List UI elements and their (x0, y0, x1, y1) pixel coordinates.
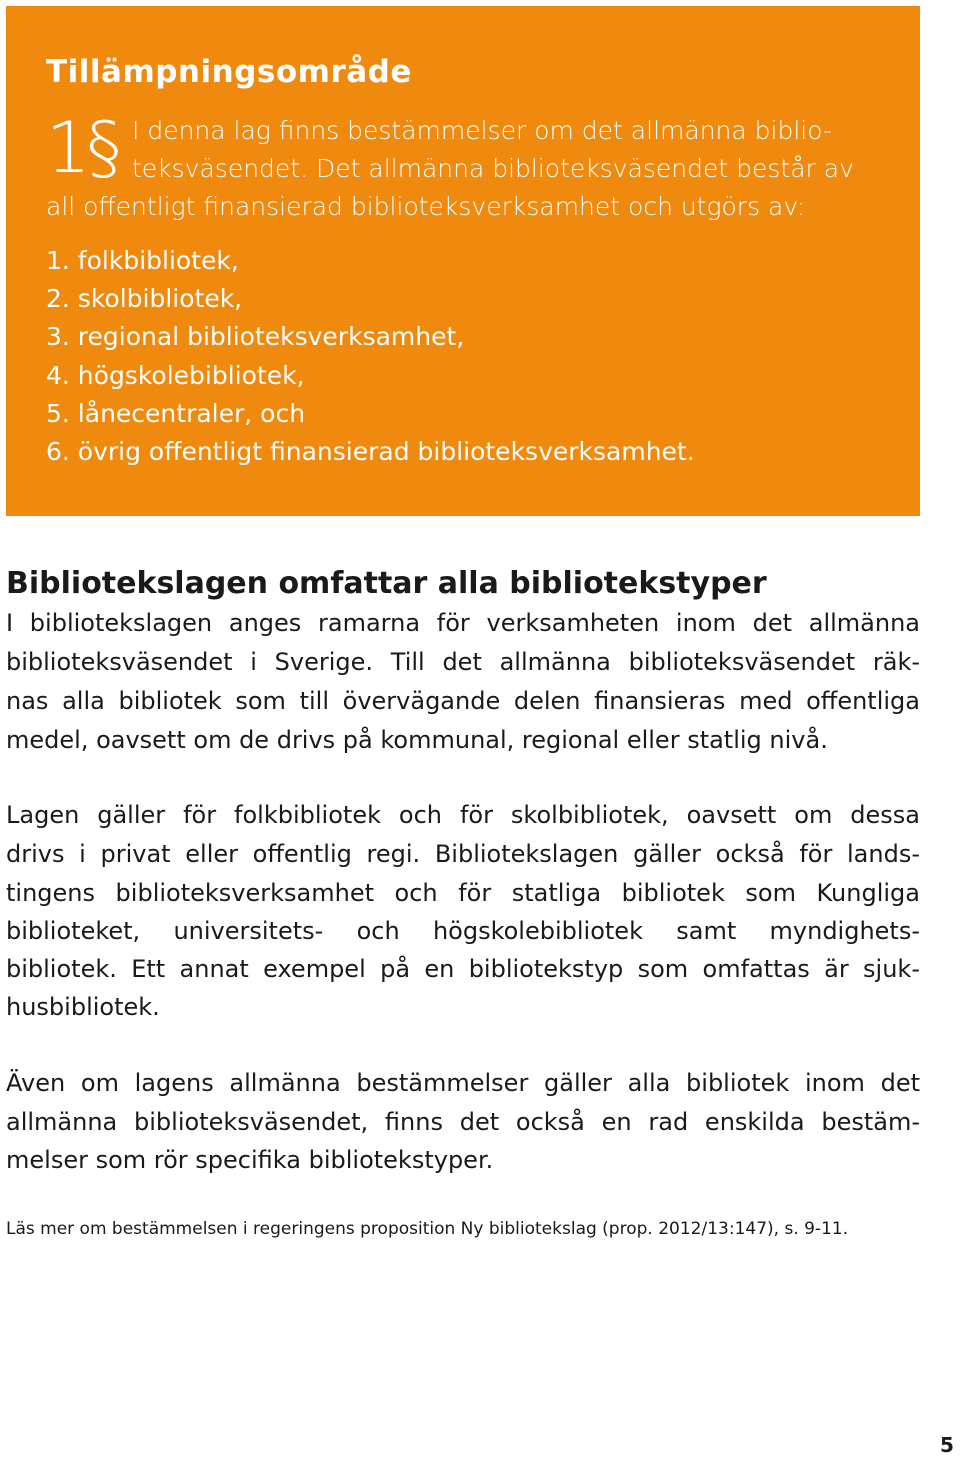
text-line: tingens biblioteksverksamhet och för statliga bibliotek som Kungliga (6, 879, 920, 907)
list-item: 4. högskolebibliotek, (46, 360, 305, 390)
list-item: 5. lånecentraler, och (46, 398, 306, 428)
box-title: Tillämpningsområde (46, 54, 412, 90)
text-line: husbibliotek. (6, 993, 160, 1021)
text-line: allmänna biblioteksväsendet, finns det också en rad enskilda bestäm- (6, 1108, 920, 1136)
text-line: bibliotek. Ett annat exempel på en bibliotekstyp som omfattas är sjuk- (6, 955, 920, 983)
text-line: nas alla bibliotek som till övervägande delen finansieras med offentliga (6, 687, 920, 715)
text-line: Lagen gäller för folkbibliotek och för skolbibliotek, oavsett om dessa (6, 801, 920, 829)
text-line: medel, oavsett om de drivs på kommunal, regional eller statlig nivå. (6, 726, 828, 754)
text-line: biblioteket, universitets- och högskolebibliotek samt myndighets- (6, 917, 920, 945)
intro-line: teksväsendet. Det allmänna biblioteksväsendet består av (132, 154, 854, 183)
section-heading: Bibliotekslagen omfattar alla bibliotekstyper (6, 566, 767, 601)
paragraph-number: 1§ (46, 107, 118, 189)
list-item: 3. regional biblioteksverksamhet, (46, 322, 465, 352)
list-item: 1. folkbibliotek, (46, 246, 239, 275)
text-line: drivs i privat eller offentlig regi. Bibliotekslagen gäller också för lands- (6, 840, 920, 868)
text-line: I bibliotekslagen anges ramarna för verksamheten inom det allmänna (6, 609, 920, 637)
library-type-list (46, 242, 695, 471)
intro-line: all offentligt finansierad biblioteksverksamhet och utgörs av: (46, 192, 806, 221)
list-item: 6. övrig offentligt finansierad biblioteksverksamhet. (46, 437, 695, 467)
footnote: Läs mer om bestämmelsen i regeringens proposition Ny bibliotekslag (prop. 2012/13:147), s. 9-11. (6, 1219, 849, 1239)
info-box (6, 6, 920, 516)
text-line: melser som rör specifika bibliotekstyper. (6, 1146, 494, 1174)
list-item: 2. skolbibliotek, (46, 284, 243, 314)
intro-line: I denna lag finns bestämmelser om det allmänna biblio- (132, 116, 832, 145)
text-line: Även om lagens allmänna bestämmelser gäller alla bibliotek inom det (6, 1069, 920, 1097)
page-number: 5 (940, 1433, 954, 1457)
text-line: biblioteksväsendet i Sverige. Till det allmänna biblioteksväsendet räk- (6, 648, 920, 676)
